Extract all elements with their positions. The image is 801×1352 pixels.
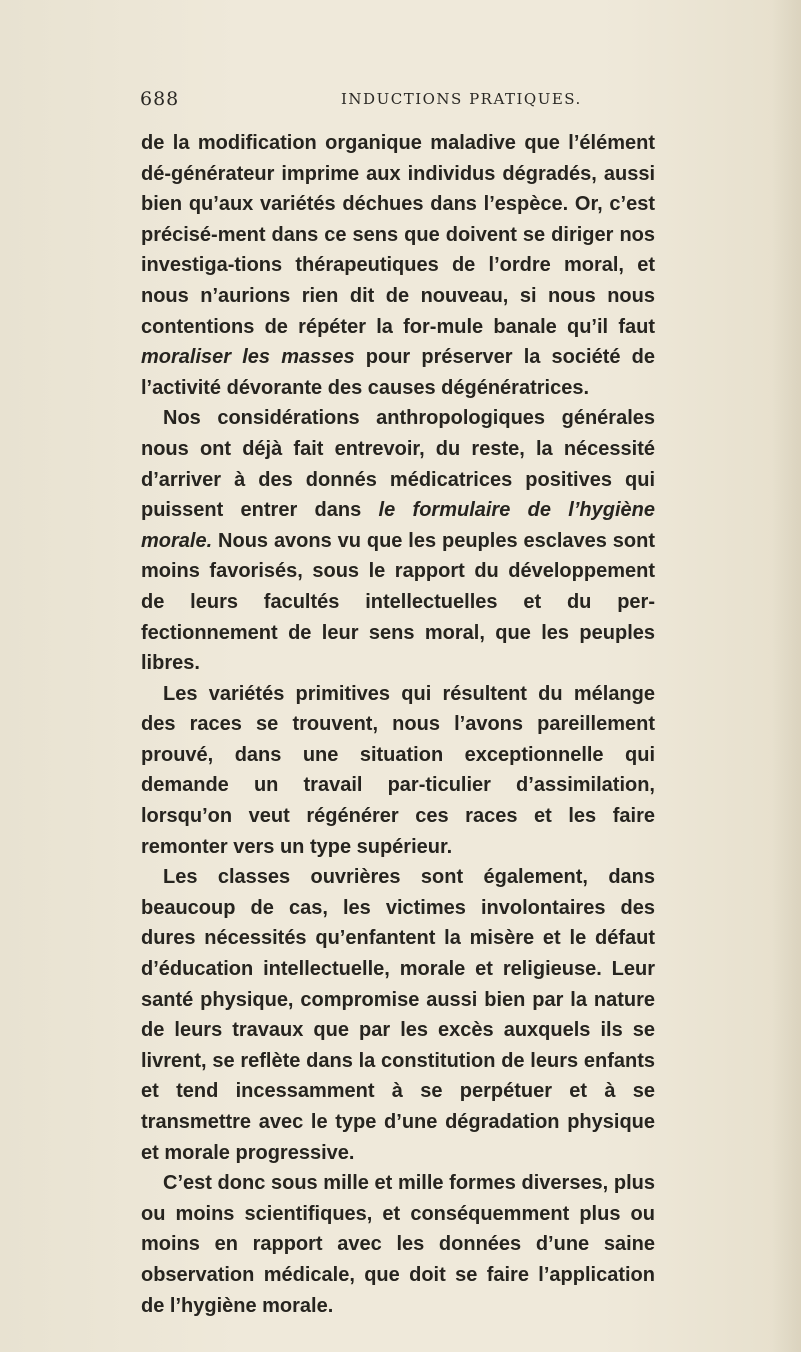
paragraph-4: Les classes ouvrières sont également, dans beaucoup de cas, les victimes involontaires des dures nécessités qu’enfantent la misère et le défaut d’éducation intellectuelle, morale et religieuse. Leur santé physique, compromise aussi bien par la nature de leurs travaux que par les excès auxquels ils se livrent, se reflète dans la constitution de leurs enfants et tend incessamment à se perpétuer et à se transmettre avec le type d’une dégradation physique et morale progressive. <box>141 866 655 1164</box>
paragraph-1-text-b: pour préserver la société de l’activité dévorante des causes dégénératrices. <box>141 346 655 399</box>
paragraph-3: Les variétés primitives qui résultent du mélange des races se trouvent, nous l’avons pareillement prouvé, dans une situation exceptionnelle qui demande un travail par-ticulier d’assimilation, lorsqu’on veut régénérer ces races et les faire remonter vers un type supérieur. <box>141 682 655 858</box>
body-text <box>141 128 655 1321</box>
paragraph-1-text-a: de la modification organique maladive que l’élément dé-générateur imprime aux individus dégradés, aussi bien qu’aux variétés déchues dans l’espèce. Or, c’est précisé-ment dans ce sens que doivent se diriger nos investiga-tions thérapeutiques de l’ordre moral, et nous n’aurions rien dit de nouveau, si nous nous contentions de répéter la for-mule banale qu’il faut <box>141 132 655 338</box>
running-head <box>140 88 660 118</box>
page-number: 688 <box>140 88 180 110</box>
paragraph-1-emphasis: moraliser les masses <box>141 346 355 369</box>
paragraph-2-emphasis: le formulaire de l’hygiène morale. <box>141 499 655 552</box>
running-title: INDUCTIONS PRATIQUES. <box>341 90 582 108</box>
page-edge-shadow <box>771 0 801 1352</box>
paragraph-1 <box>141 128 655 403</box>
paragraph-5: C’est donc sous mille et mille formes diverses, plus ou moins scientifiques, et conséquemment plus ou moins en rapport avec les données d’une saine observation médicale, que doit se faire l’application de l’hygiène morale. <box>141 1172 655 1317</box>
paragraph-2-text-a: Nos considérations anthropologiques générales nous ont déjà fait entrevoir, du reste, la nécessité d’arriver à des donnés médicatrices positives qui puissent entrer dans <box>141 407 655 522</box>
paragraph-2 <box>141 403 655 678</box>
paragraph-2-text-b: Nous avons vu que les peuples esclaves sont moins favorisés, sous le rapport du développement de leurs facultés intellectuelles et du per-fectionnement de leur sens moral, que les peuples libres. <box>141 529 655 675</box>
